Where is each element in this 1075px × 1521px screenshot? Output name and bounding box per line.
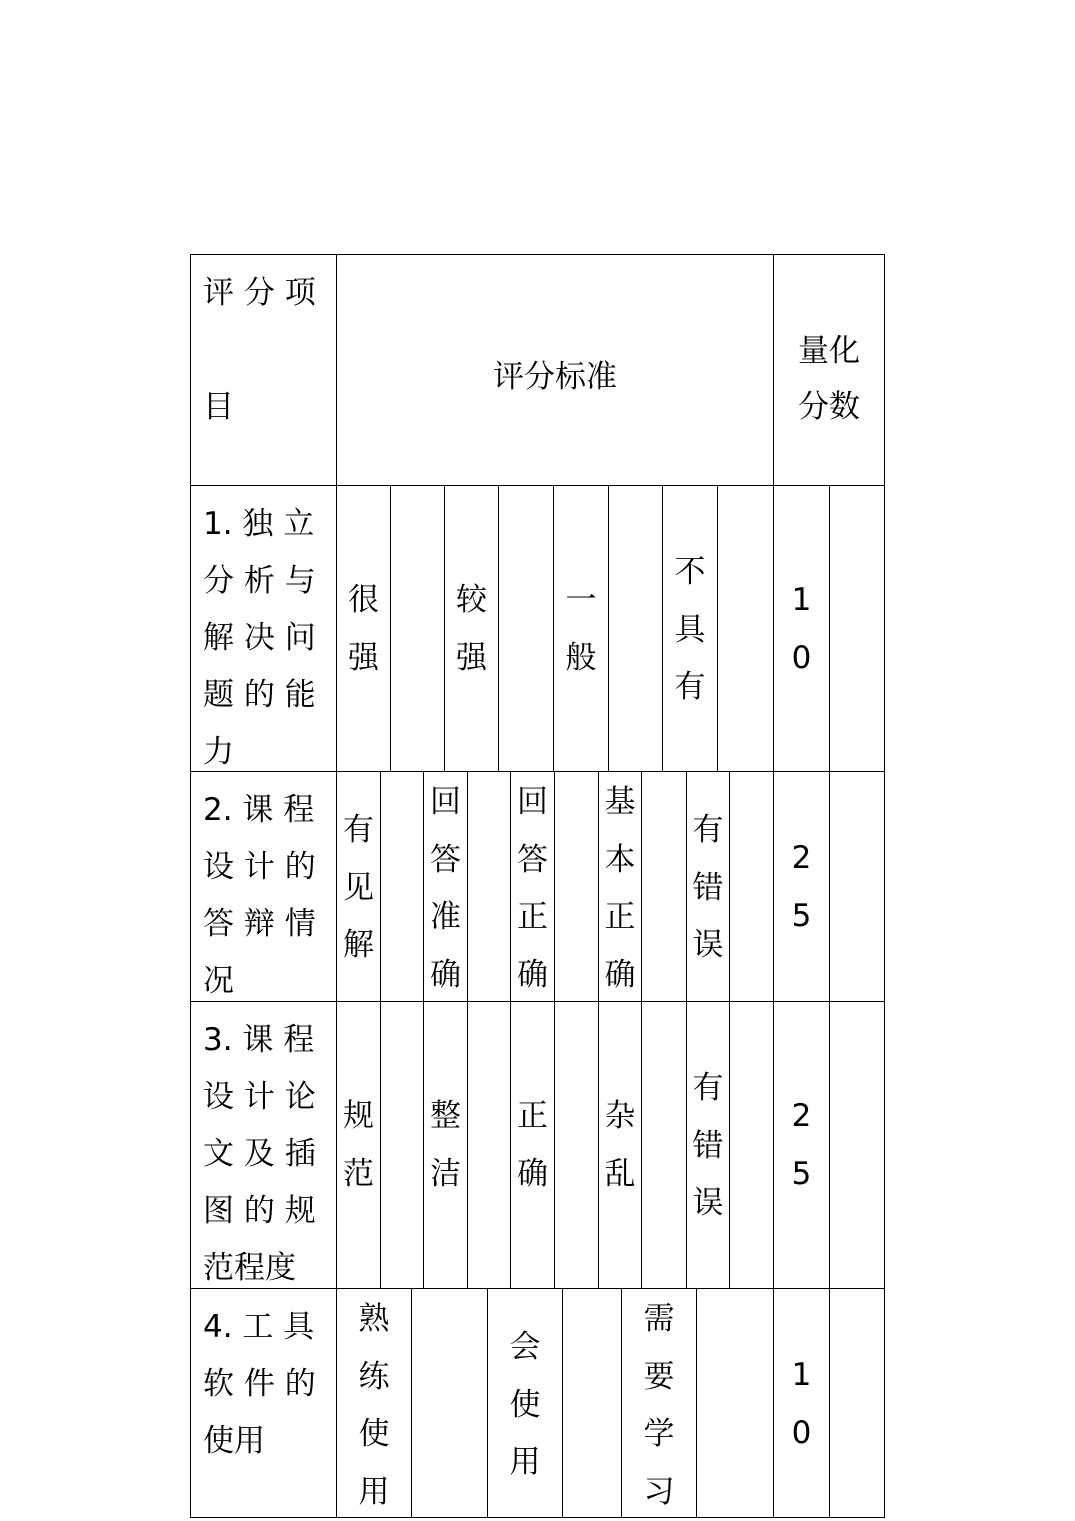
row2-item-line1: 2. 课 程: [203, 792, 315, 828]
row4-score-blank-cell: [829, 1288, 885, 1518]
row2-level-4: 基 本 正 确: [604, 784, 636, 993]
row4-score-cell: [773, 1288, 830, 1518]
row3-item-cell: [190, 1001, 337, 1289]
row3-item-line3: 文 及 插: [203, 1136, 316, 1172]
row4-item-line2: 软 件 的: [203, 1366, 316, 1402]
row3-level-cell: [598, 1001, 642, 1289]
row1-blank-cell: [608, 485, 663, 772]
row1-score-blank-cell: [829, 485, 885, 772]
row1-level-cell: [662, 485, 718, 772]
header-criteria-cell: [336, 254, 774, 486]
row2-level-cell: [423, 771, 468, 1002]
row1-item-line2: 分 析 与: [203, 563, 316, 599]
row3-level-cell: [336, 1001, 381, 1289]
row2-score-blank-cell: [829, 771, 885, 1002]
row1-item-cell: [190, 485, 337, 772]
row4-blank-cell: [696, 1288, 774, 1518]
row1-blank-cell: [390, 485, 445, 772]
row1-item-line4: 题 的 能: [203, 677, 316, 713]
row1-level-3: 一 般: [565, 582, 597, 676]
row3-level-4: 杂 乱: [604, 1098, 636, 1192]
row1-score: 1 0: [791, 582, 812, 676]
header-item-cell: [190, 254, 337, 486]
row4-level-3: 需 要 学 习: [643, 1301, 675, 1510]
header-score-cell: [773, 254, 885, 486]
row2-item-line3: 答 辩 情: [203, 906, 316, 942]
row1-blank-cell: [717, 485, 774, 772]
row2-item-line2: 设 计 的: [203, 849, 316, 885]
row2-level-cell: [598, 771, 642, 1002]
row2-item-cell: [190, 771, 337, 1002]
row3-item-line5: 范程度: [203, 1250, 296, 1286]
row3-level-cell: [686, 1001, 730, 1289]
row2-blank-cell: [729, 771, 774, 1002]
row4-blank-cell: [411, 1288, 488, 1518]
row2-blank-cell: [380, 771, 424, 1002]
row1-level-cell: [553, 485, 609, 772]
row3-item-line4: 图 的 规: [203, 1193, 316, 1229]
row1-item-line5: 力: [203, 734, 234, 770]
row2-blank-cell: [641, 771, 687, 1002]
row4-level-2: 会 使 用: [509, 1329, 541, 1480]
row1-level-1: 很 强: [348, 582, 379, 676]
row1-level-4: 不 具 有: [674, 554, 706, 705]
row2-level-3: 回 答 正 确: [517, 784, 548, 993]
row3-item-line2: 设 计 论: [203, 1079, 316, 1115]
row2-level-cell: [510, 771, 555, 1002]
row1-score-cell: [773, 485, 830, 772]
scoring-table: [190, 254, 885, 1518]
row3-blank-cell: [467, 1001, 511, 1289]
row3-level-cell: [510, 1001, 555, 1289]
row3-blank-cell: [641, 1001, 687, 1289]
row1-level-cell: [336, 485, 391, 772]
row2-level-1: 有 见 解: [343, 812, 374, 963]
row1-level-2: 较 强: [456, 582, 487, 676]
row4-level-1: 熟 练 使 用: [358, 1301, 390, 1510]
row1-blank-cell: [498, 485, 554, 772]
row2-level-2: 回 答 准 确: [430, 784, 461, 993]
row4-blank-cell: [562, 1288, 622, 1518]
header-item-text-line2: 目: [203, 389, 234, 425]
header-item-text-line1: 评 分 项: [203, 275, 316, 311]
row3-blank-cell: [554, 1001, 599, 1289]
row3-item-line1: 3. 课 程: [203, 1022, 315, 1058]
row4-level-cell: [487, 1288, 563, 1518]
row4-item-cell: [190, 1288, 337, 1518]
header-score-text-line2: 分数: [798, 389, 860, 425]
row2-blank-cell: [467, 771, 511, 1002]
row2-score-cell: [773, 771, 830, 1002]
row4-level-cell: [336, 1288, 412, 1518]
header-score-text-line1: 量化: [798, 333, 860, 369]
row2-blank-cell: [554, 771, 599, 1002]
row1-level-cell: [444, 485, 499, 772]
row2-level-5: 有 错 误: [692, 812, 724, 963]
row4-item-line1: 4. 工 具: [203, 1309, 315, 1345]
row4-score: 1 0: [791, 1357, 812, 1451]
row3-score: 2 5: [791, 1098, 812, 1192]
row2-score: 2 5: [791, 840, 812, 934]
row3-level-1: 规 范: [343, 1098, 374, 1192]
row3-blank-cell: [380, 1001, 424, 1289]
row3-level-cell: [423, 1001, 468, 1289]
row1-item-line1: 1. 独 立: [203, 506, 315, 542]
row4-item-line3: 使用: [203, 1423, 265, 1459]
row3-score-cell: [773, 1001, 830, 1289]
row3-level-3: 正 确: [517, 1098, 548, 1192]
row3-level-5: 有 错 误: [692, 1070, 724, 1221]
row3-level-2: 整 洁: [430, 1098, 461, 1192]
row3-score-blank-cell: [829, 1001, 885, 1289]
row2-level-cell: [336, 771, 381, 1002]
row1-item-line3: 解 决 问: [203, 620, 316, 656]
row2-level-cell: [686, 771, 730, 1002]
row4-level-cell: [621, 1288, 697, 1518]
row2-item-line4: 况: [203, 963, 234, 999]
row3-blank-cell: [729, 1001, 774, 1289]
header-criteria-text: 评分标准: [493, 359, 617, 395]
